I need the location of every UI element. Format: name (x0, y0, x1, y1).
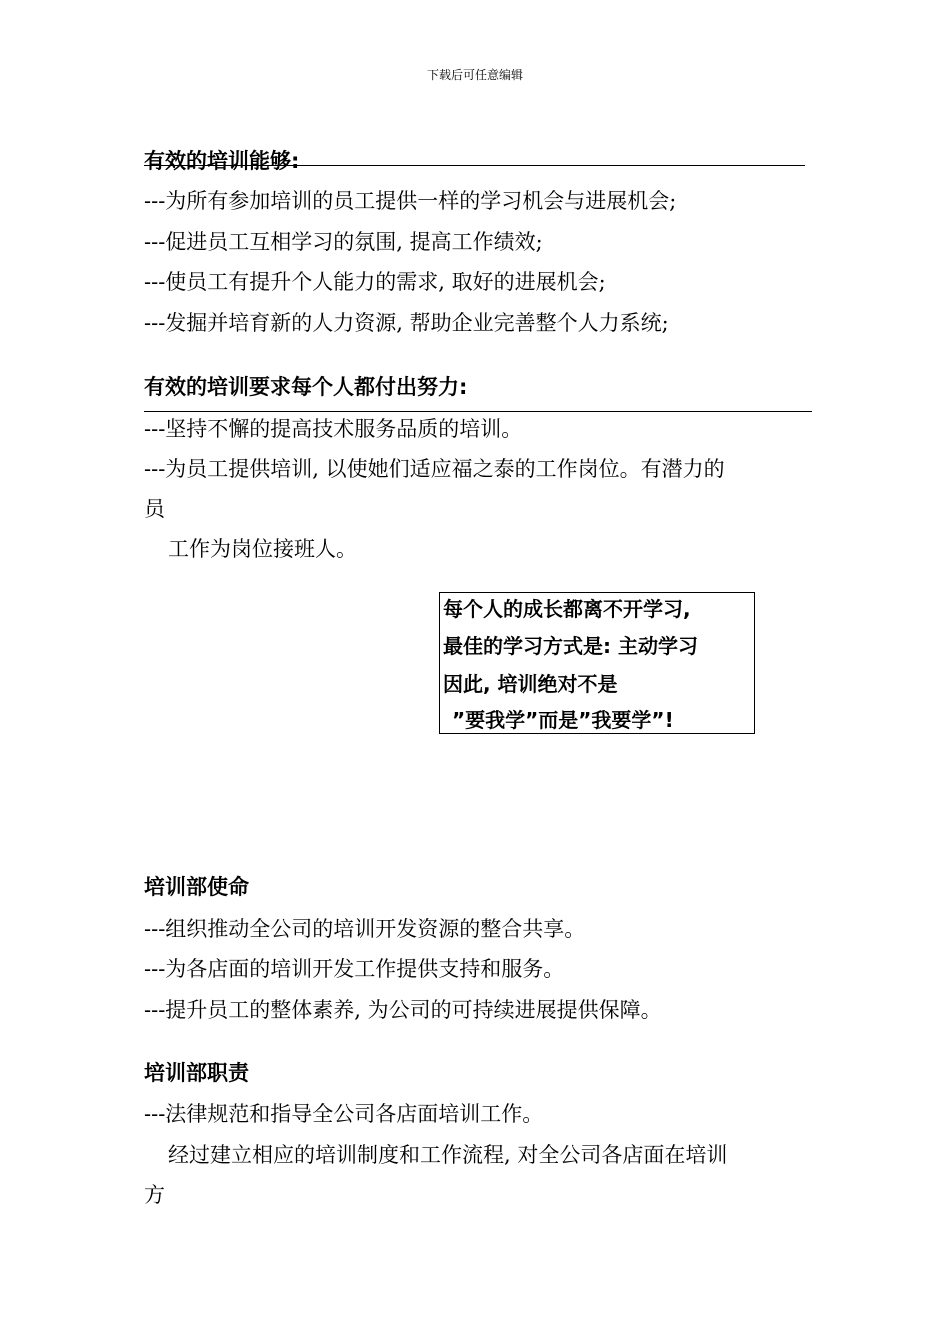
list-item: ---使员工有提升个人能力的需求, 取好的进展机会; (144, 270, 606, 294)
list-item: ---促进员工互相学习的氛围, 提高工作绩效; (144, 230, 543, 254)
section-divider-rule (144, 411, 812, 412)
list-item: ---发掘并培育新的人力资源, 帮助企业完善整个人力系统; (144, 311, 669, 335)
list-item: ---为所有参加培训的员工提供一样的学习机会与进展机会; (144, 189, 677, 213)
list-item: ---为员工提供培训, 以使她们适应福之泰的工作岗位。有潜力的 (144, 457, 725, 481)
list-item: ---法律规范和指导全公司各店面培训工作。 (144, 1102, 544, 1126)
section-effective-heading: 有效的培训能够: (144, 149, 300, 173)
quote-line: 最佳的学习方式是: 主动学习 (443, 634, 698, 658)
list-item: 员 (144, 497, 165, 521)
list-item: 方 (144, 1183, 165, 1207)
heading-strike-rule (144, 165, 805, 166)
quote-box (439, 592, 755, 734)
quote-line: 每个人的成长都离不开学习, (443, 597, 691, 621)
section-effort-heading: 有效的培训要求每个人都付出努力: (144, 375, 468, 399)
quote-line: ”要我学”而是”我要学”! (452, 708, 674, 732)
quote-line: 因此, 培训绝对不是 (443, 672, 618, 696)
list-item: ---组织推动全公司的培训开发资源的整合共享。 (144, 917, 586, 941)
list-item: 工作为岗位接班人。 (168, 537, 357, 561)
section-mission-heading: 培训部使命 (144, 875, 249, 899)
list-item: ---为各店面的培训开发工作提供支持和服务。 (144, 957, 565, 981)
list-item: 经过建立相应的培训制度和工作流程, 对全公司各店面在培训 (168, 1143, 728, 1167)
section-duties-heading: 培训部职责 (144, 1061, 249, 1085)
page-header: 下载后可任意编辑 (426, 68, 523, 82)
list-item: ---提升员工的整体素养, 为公司的可持续进展提供保障。 (144, 998, 662, 1022)
list-item: ---坚持不懈的提高技术服务品质的培训。 (144, 417, 523, 441)
